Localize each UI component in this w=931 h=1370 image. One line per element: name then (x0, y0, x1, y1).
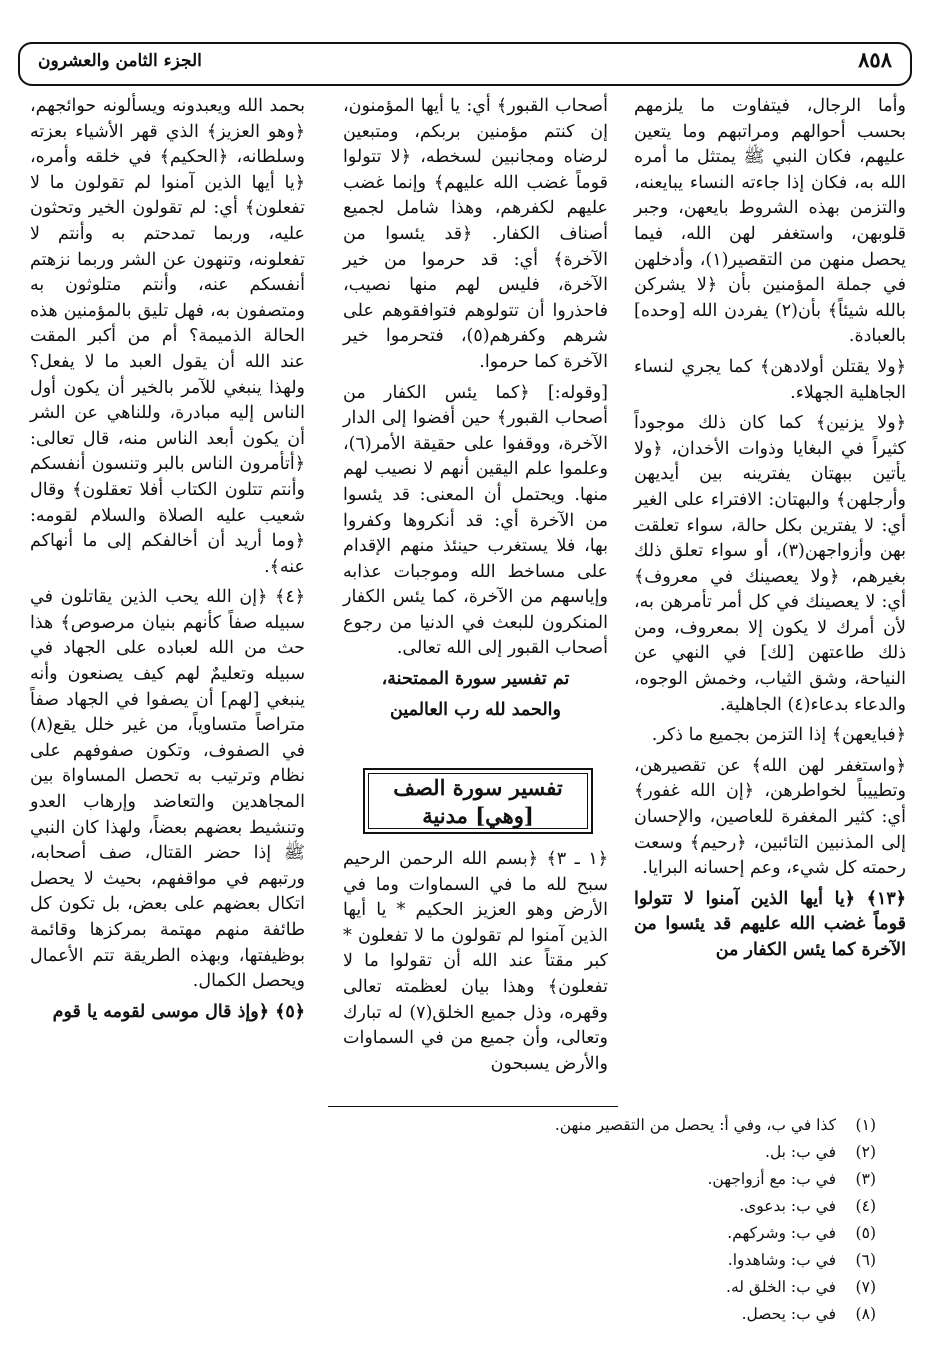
footnote-number: (٢) (855, 1143, 876, 1161)
footnote (456, 1112, 876, 1139)
sura-heading-box (363, 768, 593, 834)
paragraph: ﴿ولا يزنين﴾ كما كان ذلك موجوداً كثيراً في البغايا وذوات الأخدان، ﴿ولا يأتين ببهتان يفترينه بين أيديهن وأرجلهن﴾ والبهتان: الافتراء على الغير أي: لا يفترين بكل حالة، سواء تعلقت بهن وأزواجهن(٣)، أو سواء تعلق ذلك بغيرهم، ﴿ولا يعصينك في معروف﴾ أي: لا يعصينك في كل أمر تأمرهن به، لأن أمرك لا يكون إلا بمعروف، ومن ذلك طاعتهن [لك] في النهي عن النياحة، وشق الثياب، وخمش الوجوه، والدعاء بدعاء(٤) الجاهلية. (634, 413, 906, 715)
column-middle-bottom (343, 847, 608, 1100)
footnote-text: في ب: بل. (765, 1143, 836, 1161)
footnote (456, 1301, 876, 1328)
paragraph: ﴿٤﴾ ﴿إن الله يحب الذين يقاتلون في سبيله صفاً كأنهم بنيان مرصوص﴾ هذا حث من الله لعباده على الجهاد في سبيله وتعليمٌ لهم كيف يصنعون وأنه ينبغي [لهم] أن يصفوا في الجهاد صفاً متراصاً متساوياً، من غير خلل يقع(٨) في الصفوف، وتكون صفوفهم على نظام وترتيب به تحصل المساواة بين المجاهدين والتعاضد وإرهاب العدو وتنشيط بعضهم بعضاً، ولهذا كان النبي ﷺ إذا حضر القتال، صف أصحابه، ورتبهم في مواقفهم، بحيث لا يحصل اتكال بعضهم على بعض، بل تكون كل طائفة منهم مهتمة بمركزها وقائمة بوظيفتها، وبهذه الطريقة تتم الأعمال ويحصل الكمال. (30, 587, 305, 992)
footnote-text: في ب: يحصل. (741, 1305, 836, 1323)
footnote-number: (١) (855, 1116, 876, 1134)
footnote-number: (٧) (855, 1278, 876, 1296)
page-header (18, 42, 912, 86)
footnote-text: كذا في ب، وفي أ: يحصل من التقصير منهن. (554, 1116, 836, 1134)
footnote-text: في ب: مع أزواجهن. (707, 1170, 836, 1188)
paragraph: ﴿واستغفر لهن الله﴾ عن تقصيرهن، وتطييباً لخواطرهن، ﴿إن الله غفور﴾ أي: كثير المغفرة للعاصين، والإحسان إلى المذنبين التائبين، ﴿رحيم﴾ وسعت رحمته كل شيء، وعم إحسانه البرايا. (634, 755, 906, 879)
footnote-text: في ب: وشاهدوا. (727, 1251, 836, 1269)
footnote (456, 1193, 876, 1220)
footnote (456, 1139, 876, 1166)
footnote-text: في ب: بدعوى. (739, 1197, 836, 1215)
footnote (456, 1247, 876, 1274)
footnote-text: في ب: وشركهم. (727, 1224, 836, 1242)
paragraph: ﴿فبايعهن﴾ إذا التزمن بجميع ما ذكر. (651, 725, 906, 746)
paragraph: ﴿١ ـ ٣﴾ ﴿بسم الله الرحمن الرحيم سبح لله ما في السماوات وما في الأرض وهو العزيز الحكيم * يا أيها الذين آمنوا لم تقولون ما لا تفعلون * كبر مقتاً عند الله أن تقولوا ما لا تفعلون﴾ وهذا بيان لعظمته تعالى وقهره، وذل جميع الخلق(٧) له تبارك وتعالى، وأن جميع من في السماوات والأرض يسبحون (343, 849, 608, 1074)
footnote-number: (٥) (855, 1224, 876, 1242)
part-title: الجزء الثامن والعشرون (38, 51, 202, 71)
footnote-text: في ب: الخلق له. (726, 1278, 836, 1296)
closing-line-1: تم تفسير سورة الممتحنة، (381, 669, 570, 690)
paragraph: ﴿٥﴾ ﴿وإذ قال موسى لقومه يا قوم (52, 1001, 305, 1022)
footnote-number: (٣) (855, 1170, 876, 1188)
footnote-number: (٦) (855, 1251, 876, 1269)
page-number: ٨٥٨ (858, 47, 892, 72)
paragraph: أصحاب القبور﴾ أي: يا أيها المؤمنون، إن كنتم مؤمنين بربكم، ومتبعين لرضاه ومجانبين لسخطه، ﴿لا تتولوا قوماً غضب الله عليهم﴾ وإنما غضب عليهم لكفرهم، وهذا شامل لجميع أصناف الكفار. ﴿قد يئسوا من الآخرة﴾ أي: قد حرموا من خير الآخرة، فليس لهم منها نصيب، فاحذروا أن تتولوهم فتوافقوهم على شرهم وكفرهم(٥)، فتحرموا خير الآخرة كما حرموا. (343, 96, 609, 372)
column-left (30, 94, 305, 1100)
closing-line-2: والحمد لله رب العالمين (390, 699, 561, 720)
paragraph: ﴿١٣﴾ ﴿يا أيها الذين آمنوا لا تتولوا قوماً غضب الله عليهم قد يئسوا من الآخرة كما يئس الكفار من (634, 888, 906, 960)
footnote (456, 1220, 876, 1247)
footnote-number: (٨) (855, 1305, 876, 1323)
footnote-number: (٤) (855, 1197, 876, 1215)
paragraph: ﴿ولا يقتلن أولادهن﴾ كما يجري لنساء الجاهلية الجهلاء. (634, 356, 906, 403)
paragraph: [وقوله:] ﴿كما يئس الكفار من أصحاب القبور﴾ حين أفضوا إلى الدار الآخرة، ووقفوا على حقيقة الأمر(٦)، وعلموا علم اليقين أنهم لا نصيب لهم منها. ويحتمل أن المعنى: قد يئسوا من الآخرة أي: قد أنكروها وكفروا بها، فلا يستغرب حينئذ منهم الإقدام على مساخط الله وموجبات عذابه وإياسهم من الآخرة، كما يئس الكفار المنكرون للبعث في الدنيا من رجوع أصحاب القبور إلى الله تعالى. (343, 382, 608, 659)
paragraph: وأما الرجال، فيتفاوت ما يلزمهم بحسب أحوالهم ومراتبهم وما يتعين عليهم، فكان النبي ﷺ يمتثل ما أمره الله به، فكان إذا جاءته النساء يبايعنه، والتزمن بهذه الشروط بايعهن، وجبر قلوبهن، واستغفر لهن الله، فيما يحصل منهن من التقصير(١)، وأدخلهن في جملة المؤمنين بأن ﴿لا يشركن بالله شيئاً﴾ بأن(٢) يفردن الله [وحده] بالعبادة. (634, 96, 907, 347)
sura-heading-title: تفسير سورة الصف (393, 775, 563, 800)
footnote (456, 1274, 876, 1301)
column-middle (343, 94, 609, 720)
footnote (456, 1166, 876, 1193)
footnote-separator (328, 1106, 618, 1107)
sura-heading-subtitle: [وهي] مدنية (422, 803, 534, 828)
footnotes (456, 1112, 876, 1328)
paragraph: بحمد الله ويعبدونه ويسألونه حوائجهم، ﴿وهو العزيز﴾ الذي قهر الأشياء بعزته وسلطانه، ﴿الحكيم﴾ في خلقه وأمره، ﴿يا أيها الذين آمنوا لم تقولون ما لا تفعلون﴾ أي: لم تقولون الخير وتحثون عليه، وربما تمدحتم به وأنتم لا تفعلونه، وتنهون عن الشر وربما نزهتم أنفسكم عنه، وأنتم متلوثون به ومتصفون به، فهل تليق بالمؤمنين هذه الحالة الذميمة؟ أم من أكبر المقت عند الله أن يقول العبد ما لا يفعل؟ ولهذا ينبغي للآمر بالخير أن يكون أول الناس إليه مبادرة، وللناهي عن الشر أن يكون أبعد الناس منه، قال تعالى: ﴿أتأمرون الناس بالبر وتنسون أنفسكم وأنتم تتلون الكتاب أفلا تعقلون﴾ وقال شعيب عليه الصلاة والسلام لقومه: ﴿وما أريد أن أخالفكم إلى ما أنهاكم عنه﴾. (30, 96, 305, 577)
column-right (634, 94, 906, 1100)
